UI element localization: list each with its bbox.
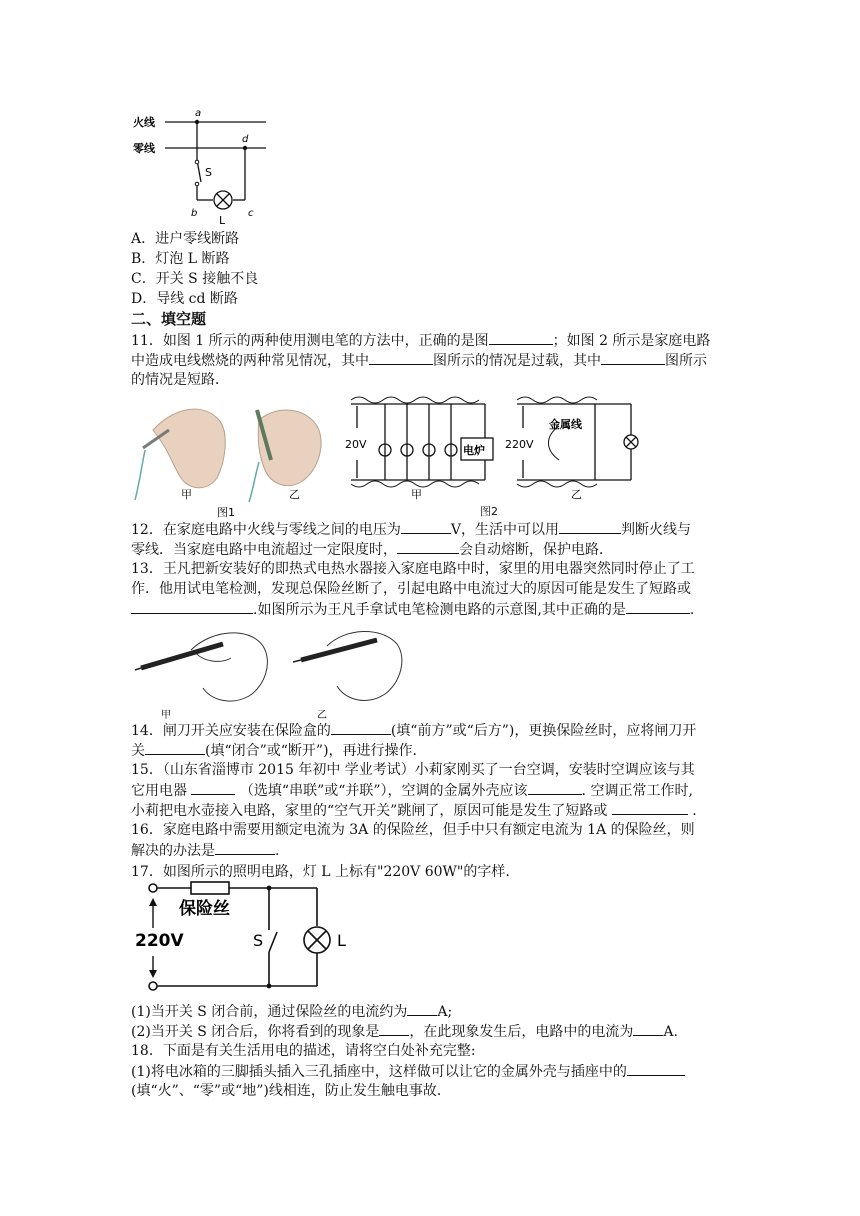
q11-line-3: 的情况是短路． <box>131 372 229 388</box>
fig2-yi-label: 乙 <box>571 488 582 501</box>
q17-part-1: (1)当开关 S 闭合前，通过保险丝的电流约为 A; <box>131 1001 731 1022</box>
q15-line-1: 15．（山东省淄博市 2015 年初中 学业考试）小莉家刚买了一台空调，安装时空调应该与其 <box>131 762 695 778</box>
node-c-label: c <box>248 208 254 219</box>
fig2-jia-label: 甲 <box>411 488 422 501</box>
switch-s-label: S <box>253 931 264 950</box>
figure-q13-test-pen-hands <box>131 616 411 720</box>
fig2-stove-label: 电炉 <box>463 444 485 457</box>
fig2-220v-label: 220V <box>505 438 534 451</box>
q12-blank-3 <box>397 539 459 554</box>
q15-line-3: 小莉把电水壶接入电路，家里的“空气开关”跳闸了，原因可能是发生了短路或 . <box>131 800 731 821</box>
q15-blank-3 <box>612 800 688 815</box>
q12-blank-1 <box>401 519 451 534</box>
option-d: D．导线 cd 断路 <box>131 291 238 307</box>
q14-line-1: 14．闸刀开关应安装在保险盒的 (填“前方”或“后方”)，更换保险丝时，应将闸刀开 <box>131 720 731 741</box>
q11-line-2: 中造成电线燃烧的两种常见情况，其中 图所示的情况是过载，其中 图所示 <box>131 350 731 371</box>
fig1-yi-label: 乙 <box>289 488 300 501</box>
q15-blank-1 <box>191 780 235 795</box>
fig1-caption: 图1 <box>217 506 235 519</box>
neutral-wire-label: 零线 <box>133 142 155 155</box>
q18-blank-1 <box>627 1061 685 1076</box>
q11-blank-3 <box>601 350 665 365</box>
option-b: B．灯泡 L 断路 <box>131 251 230 267</box>
figure-1-test-pen <box>131 390 341 520</box>
q18-line-2: (1)将电冰箱的三脚插头插入三孔插座中，这样做可以让它的金属外壳与插座中的 <box>131 1061 731 1082</box>
q16-line-1: 16．家庭电路中需要用额定电流为 3A 的保险丝，但手中只有额定电流为 1A 的保险丝，则 <box>131 822 695 838</box>
q12-line-1: 12．在家庭电路中火线与零线之间的电压为 V，生活中可以用 判断火线与 <box>131 519 731 540</box>
section-heading: 二、填空题 <box>131 310 207 328</box>
fig2-20v-label: 20V <box>345 438 367 451</box>
q11-blank-1 <box>489 330 553 345</box>
option-a: A．进户零线断路 <box>131 231 240 247</box>
q13-fig-jia-label: 甲 <box>161 710 171 720</box>
q16-blank-1 <box>215 840 275 855</box>
voltage-220v-label: 220V <box>135 931 184 951</box>
q13-line-1: 13．王凡把新安装好的即热式电热水器接入家庭电路中时，家里的用电器突然同时停止了工 <box>131 561 695 577</box>
q18-line-3: (填“火”、“零”或“地”)线相连，防止发生触电事故． <box>131 1083 451 1099</box>
circuit-diagram-q10 <box>131 104 281 228</box>
q11-blank-2 <box>369 350 433 365</box>
q14-line-2: 关 (填“闭合”或“断开”)，再进行操作． <box>131 740 731 761</box>
node-b-label: b <box>191 208 198 219</box>
lamp-l-label: L <box>219 214 226 227</box>
q17-line-1: 17．如图所示的照明电路，灯 L 上标有"220V 60W"的字样. <box>131 864 510 880</box>
node-d-label: d <box>242 134 249 145</box>
option-c: C．开关 S 接触不良 <box>131 271 259 287</box>
q13-line-3: .如图所示为王凡手拿试电笔检测电路的示意图,其中正确的是 . <box>131 599 731 620</box>
fig2-metal-wire-label: 金属线 <box>549 418 582 431</box>
figure-q17-lighting-circuit <box>131 880 361 996</box>
q13-blank-2 <box>626 599 690 614</box>
lamp-l-label: L <box>337 931 346 950</box>
q17-part-2: (2)当开关 S 闭合后，你将看到的现象是 ，在此现象发生后，电路中的电流为 A. <box>131 1021 731 1042</box>
q17-blank-3 <box>633 1021 663 1036</box>
node-a-label: a <box>195 108 202 119</box>
live-wire-label: 火线 <box>133 116 155 129</box>
q13-fig-yi-label: 乙 <box>317 710 327 720</box>
fig1-jia-label: 甲 <box>181 488 192 501</box>
q17-blank-2 <box>379 1021 409 1036</box>
q12-line-2: 零线．当家庭电路中电流超过一定限度时， 会自动熔断，保护电路． <box>131 539 731 560</box>
switch-s-label: S <box>205 166 212 179</box>
q17-blank-1 <box>407 1001 437 1016</box>
q13-blank-1 <box>131 599 253 614</box>
q14-blank-1 <box>331 720 391 735</box>
q13-line-2: 作．他用试电笔检测，发现总保险丝断了，引起电路中电流过大的原因可能是发生了短路或 <box>131 581 691 597</box>
q12-blank-2 <box>559 519 621 534</box>
q15-blank-2 <box>528 780 582 795</box>
q14-blank-2 <box>145 740 205 755</box>
q15-line-2: 它用电器 （选填“串联”或“并联”），空调的金属外壳应该 . 空调正常工作时, <box>131 780 731 801</box>
q16-line-2: 解决的办法是 . <box>131 840 731 861</box>
fuse-label: 保险丝 <box>179 899 230 919</box>
q11-line-1: 11．如图 1 所示的两种使用测电笔的方法中，正确的是图 ；如图 2 所示是家庭电路 <box>131 330 731 351</box>
q18-line-1: 18．下面是有关生活用电的描述，请将空白处补充完整: <box>131 1043 476 1059</box>
figure-2-overload-short <box>345 388 645 518</box>
fig2-caption: 图2 <box>480 505 498 518</box>
